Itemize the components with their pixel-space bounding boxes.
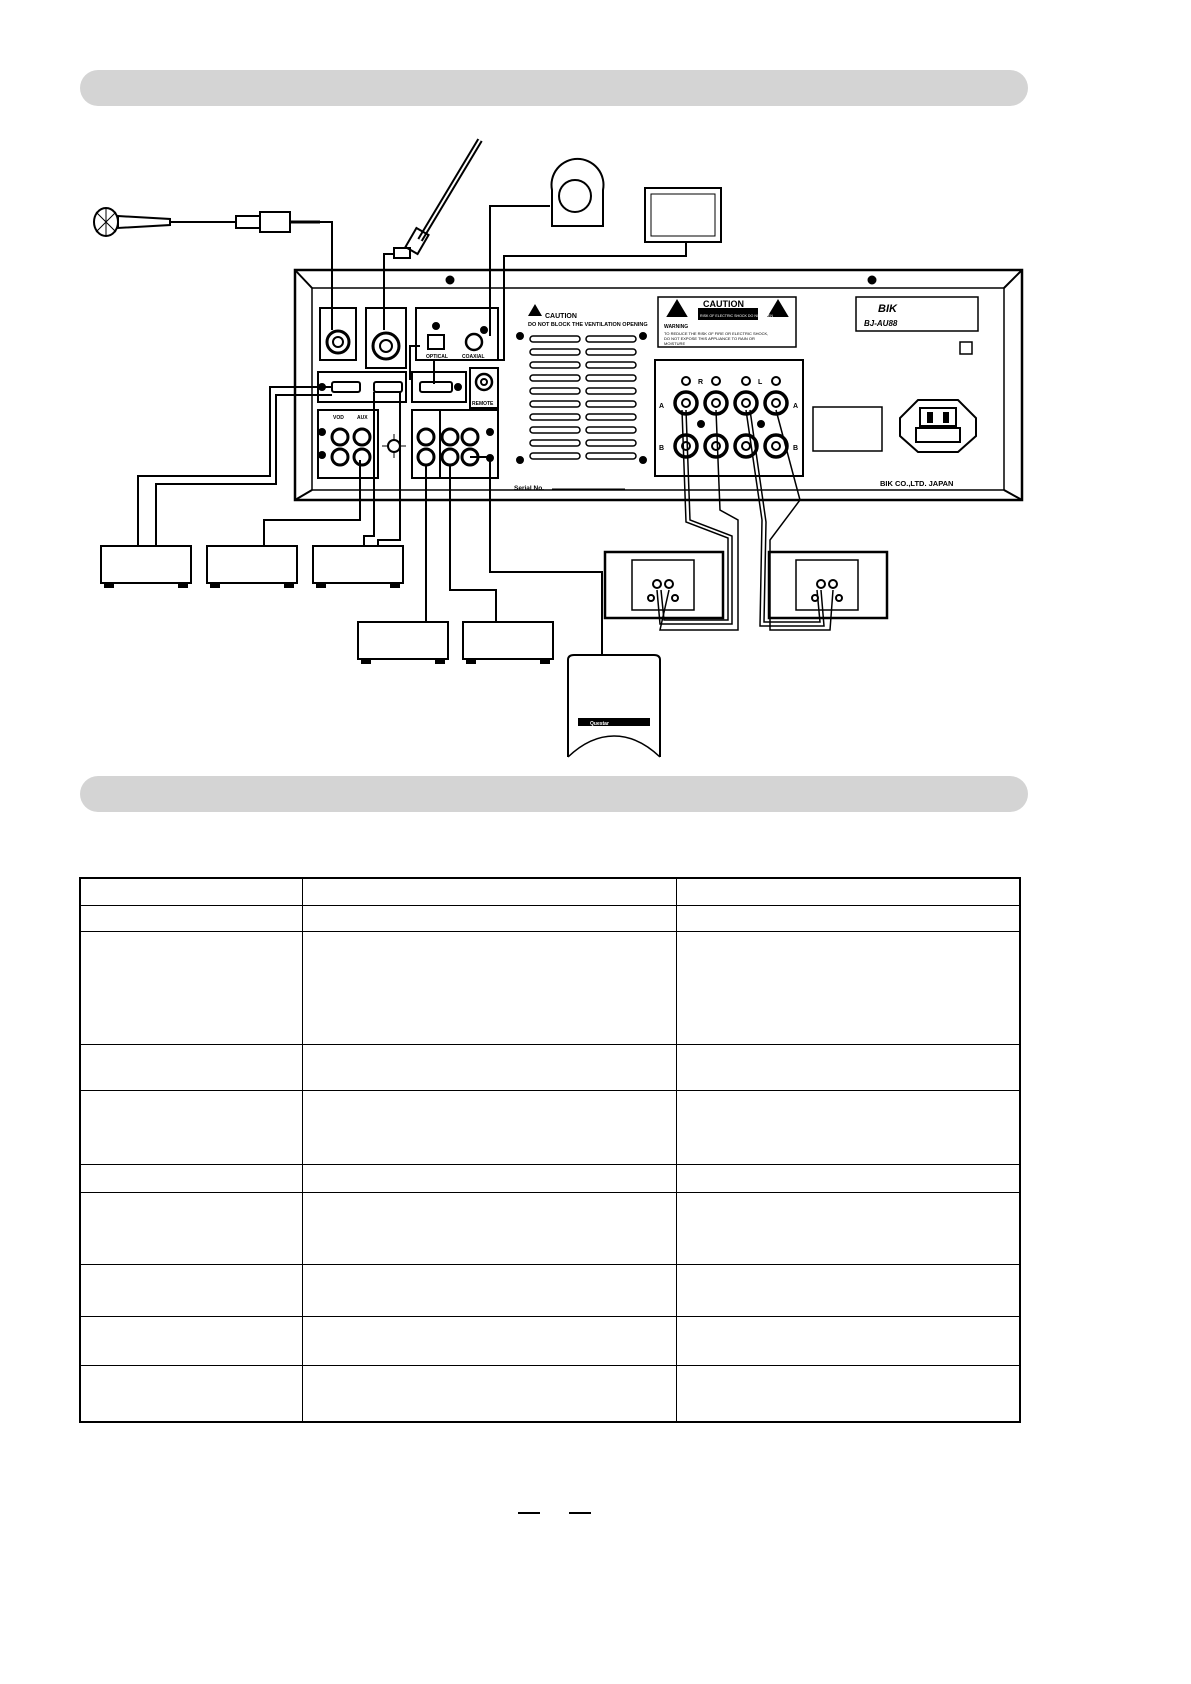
maker-line: BIK CO.,LTD. JAPAN (880, 479, 954, 488)
rca-outputs (412, 410, 498, 478)
adjust-knob-icon (382, 434, 406, 458)
table-cell (302, 1365, 676, 1422)
caution-title: CAUTION (545, 313, 577, 320)
table-row (80, 1365, 1020, 1422)
table-cell (80, 1264, 302, 1316)
table-row (80, 878, 1020, 905)
section-header-bar-specifications (80, 776, 1028, 812)
table-cell (302, 1090, 676, 1164)
warning-line-1: TO REDUCE THE RISK OF FIRE OR ELECTRIC SHOCK, (664, 331, 769, 336)
table-row (80, 931, 1020, 1044)
source-device-box (207, 546, 297, 587)
speaker-right-icon (769, 552, 887, 618)
warning-line-2: DO NOT EXPOSE THIS APPLIANCE TO RAIN OR (664, 336, 755, 341)
brand-logo: BIK (878, 303, 897, 315)
table-cell (302, 931, 676, 1044)
table-cell (80, 931, 302, 1044)
table-cell (676, 1365, 1020, 1422)
table-row (80, 1192, 1020, 1264)
screw-icon (869, 277, 876, 284)
optical-label: OPTICAL (426, 354, 448, 360)
table-cell (80, 1316, 302, 1365)
table-cell (80, 1365, 302, 1422)
table-cell (80, 905, 302, 931)
power-inlet-icon (900, 400, 976, 452)
table-cell (302, 1264, 676, 1316)
table-cell (80, 1044, 302, 1090)
table-cell (80, 878, 302, 905)
table-cell (676, 1316, 1020, 1365)
right-channel-label: R (698, 379, 704, 386)
subwoofer-icon (568, 655, 660, 757)
tv-monitor-icon (645, 188, 721, 242)
table-row (80, 1044, 1020, 1090)
page-number-dash-right (569, 1512, 591, 1514)
caution-vent-text: DO NOT BLOCK THE VENTILATION OPENING (528, 322, 648, 328)
digital-audio-inputs (416, 308, 498, 360)
mic-input-jack (320, 308, 356, 360)
table-row (80, 1090, 1020, 1164)
rating-label (813, 407, 882, 451)
caution-box-title: CAUTION (703, 299, 744, 309)
table-row (80, 1316, 1020, 1365)
table-cell (80, 1090, 302, 1164)
vod-aux-rca-inputs (318, 410, 378, 478)
left-channel-label: L (758, 379, 763, 386)
coaxial-label: COAXIAL (462, 354, 485, 360)
source-device-box (313, 546, 403, 587)
source-device-box (101, 546, 191, 587)
microphone-icon (94, 208, 320, 236)
table-cell (676, 1090, 1020, 1164)
warning-title: WARNING (664, 324, 689, 330)
table-cell (302, 1044, 676, 1090)
table-cell (80, 1164, 302, 1192)
vod-label: VOD (333, 415, 344, 421)
antenna-icon (394, 140, 480, 258)
table-cell (302, 1192, 676, 1264)
table-cell (676, 1044, 1020, 1090)
specifications-table (79, 877, 1021, 1423)
aux-label: AUX (357, 415, 368, 421)
antenna-input-jack (366, 308, 406, 368)
screw-icon (447, 277, 454, 284)
table-cell (676, 931, 1020, 1044)
row-a-left: A (659, 403, 665, 410)
table-row (80, 1164, 1020, 1192)
hdmi-ports (318, 372, 466, 402)
table-cell (676, 1192, 1020, 1264)
table-row (80, 1264, 1020, 1316)
optical-device-icon (552, 159, 604, 226)
remote-label: REMOTE (472, 401, 494, 407)
subwoofer-brand: Questar (590, 721, 609, 727)
page-number-dash-left (518, 1512, 540, 1514)
caution-box-sub: RISK OF ELECTRIC SHOCK DO NOT OPEN (700, 314, 774, 318)
table-cell (302, 905, 676, 931)
output-device-box (463, 622, 553, 663)
table-cell (676, 1164, 1020, 1192)
warning-line-3: MOISTURE (664, 341, 686, 346)
table-cell (676, 878, 1020, 905)
model-number: BJ-AU88 (864, 319, 898, 328)
row-a-right: A (793, 403, 799, 410)
table-cell (676, 905, 1020, 931)
serial-label: Serial No. (514, 485, 544, 492)
table-cell (302, 1316, 676, 1365)
row-b-right: B (793, 445, 799, 452)
row-b-left: B (659, 445, 665, 452)
speaker-terminals (655, 360, 803, 476)
table-cell (302, 878, 676, 905)
table-cell (676, 1264, 1020, 1316)
speaker-left-icon (605, 552, 723, 618)
ventilation-slots (530, 336, 636, 459)
output-device-box (358, 622, 448, 663)
table-row (80, 905, 1020, 931)
table-cell (302, 1164, 676, 1192)
connection-diagram (0, 0, 1100, 770)
table-cell (80, 1192, 302, 1264)
